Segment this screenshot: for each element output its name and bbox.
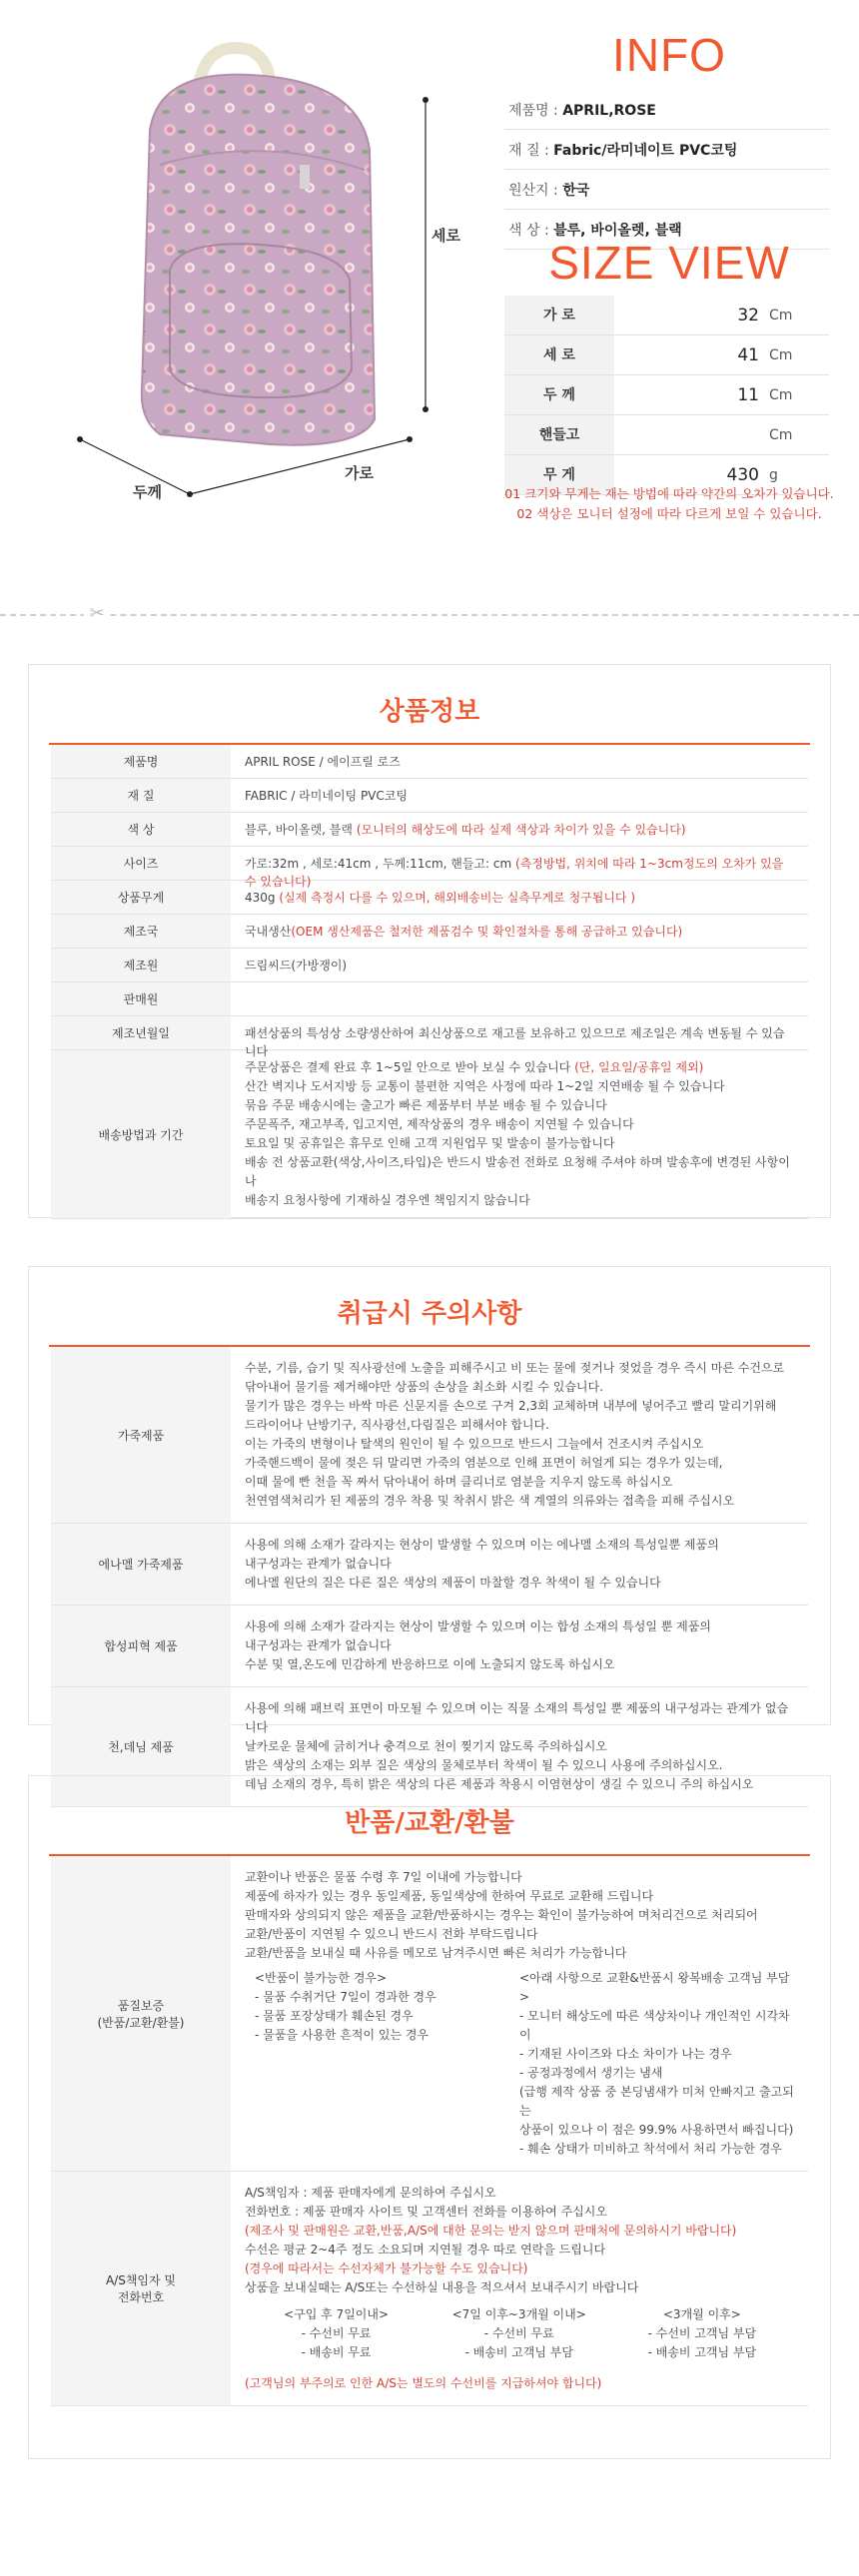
row-value — [231, 1606, 808, 1686]
as-cost-column — [245, 2305, 428, 2362]
row-value — [231, 1856, 808, 2171]
row-key: 품질보증 (반품/교환/환불) — [51, 1856, 231, 2171]
list-item: - 배송비 무료 — [301, 2345, 372, 2359]
list-item: - 훼손 상태가 미비하고 착석에서 처리 가능한 경우 — [519, 2142, 782, 2156]
size-note: 02 색상은 모니터 설정에 따라 다르게 보일 수 있습니다. — [516, 506, 822, 521]
text-line — [245, 2259, 794, 2278]
table-row — [51, 1524, 808, 1606]
row-value — [231, 1016, 808, 1058]
care-table — [51, 1347, 808, 1807]
line-note: (제조사 및 판매원은 교환,반품,A/S에 대한 문의는 받지 않으며 판매처에 문의하시기 바랍니다) — [245, 2224, 737, 2238]
table-row — [51, 1016, 808, 1058]
line-note: (단, 일요일/공휴일 제외) — [574, 1060, 704, 1074]
text-line: 사용에 의해 소재가 갈라지는 현상이 발생할 수 있으며 이는 에나멜 소재의 특성일뿐 제품의 — [245, 1538, 719, 1552]
info-row — [504, 132, 829, 170]
text-line — [245, 1134, 794, 1153]
size-unit: Cm — [769, 308, 793, 323]
value-note: (측정방법, 위치에 따라 1~3cm정도의 오차가 있을 수 있습니다) — [245, 857, 784, 889]
text-line: 판매자와 상의되지 않은 제품을 교환/반품하시는 경우는 확인이 불가능하여 며처리건으로 처리되어 — [245, 1908, 758, 1922]
row-value — [231, 915, 808, 948]
value-note: (실제 측정시 다를 수 있으며, 해외배송비는 실측무게로 청구됩니다 ) — [275, 891, 636, 905]
list-item: - 모니터 해상도에 따른 색상차이나 개인적인 시각차이 — [519, 2009, 790, 2042]
list-title: <구입 후 7일이내> — [284, 2307, 390, 2321]
size-note: 01 크기와 무게는 재는 방법에 따라 약간의 오차가 있습니다. — [504, 486, 834, 501]
text-line: 사용에 의해 소재가 갈라지는 현상이 발생할 수 있으며 이는 합성 소재의 특성일 뿐 제품의 — [245, 1619, 711, 1633]
text-line — [245, 1153, 794, 1191]
text-line: 천연염색처리가 된 제품의 경우 착용 및 착취시 밝은 색 계열의 의류와는 접촉을 피해 주십시오 — [245, 1494, 735, 1508]
width-label: 가로 — [345, 464, 374, 482]
text-line — [245, 1191, 794, 1210]
row-key: 사이즈 — [51, 847, 231, 880]
value-note: (모니터의 해상도에 따라 실제 색상과 차이가 있을 수 있습니다) — [353, 823, 686, 837]
text-line: 사용에 의해 패브릭 표면이 마모될 수 있으며 이는 직물 소재의 특성일 뿐 제품의 내구성과는 관계가 없습니다 — [245, 1701, 789, 1734]
info-row — [504, 92, 829, 130]
row-value — [231, 982, 808, 1015]
size-unit: Cm — [769, 427, 793, 443]
size-key: 가 로 — [504, 296, 614, 334]
info-key: 색 상 : — [508, 223, 554, 239]
row-value — [231, 847, 808, 889]
size-key: 두 께 — [504, 375, 614, 414]
value-text: 국내생산 — [245, 925, 292, 939]
text-line: 교환/반품이 지연될 수 있으니 반드시 전화 부탁드립니다 — [245, 1927, 538, 1941]
list-title: <3개월 이후> — [662, 2307, 741, 2321]
info-value: 블루, 바이올렛, 블랙 — [553, 223, 682, 239]
returns-section — [28, 1775, 831, 2459]
value-text: 블루, 바이올렛, 블랙 — [245, 823, 353, 837]
as-footnote: (고객님의 부주의로 인한 A/S는 별도의 수선비를 지급하셔야 합니다) — [245, 2376, 602, 2390]
text-line — [245, 1058, 794, 1077]
line-text: 배송지 요청사항에 기재하실 경우엔 책임지지 않습니다 — [245, 1193, 530, 1207]
info-title: INFO — [612, 29, 726, 81]
list-item: - 수선비 고객님 부담 — [647, 2326, 757, 2340]
size-view-title: SIZE VIEW — [548, 237, 790, 289]
row-key: 판매원 — [51, 982, 231, 1015]
text-line — [245, 1077, 794, 1096]
size-unit: g — [769, 467, 778, 483]
size-key: 핸들고 — [504, 415, 614, 454]
size-row — [504, 296, 829, 335]
product-info-table — [51, 745, 808, 1219]
size-row — [504, 415, 829, 455]
row-key: 제조년월일 — [51, 1016, 231, 1049]
table-row — [51, 915, 808, 949]
line-text: 토요일 및 공휴일은 휴무로 인해 고객 지원업무 및 발송이 불가능합니다 — [245, 1136, 615, 1150]
table-row — [51, 881, 808, 915]
as-cost-column — [428, 2305, 610, 2362]
text-line — [245, 2203, 794, 2222]
table-row — [51, 1606, 808, 1687]
row-key: 재 질 — [51, 779, 231, 812]
line-text: 전화번호 : 제품 판매자 사이트 및 고객센터 전화를 이용하여 주십시오 — [245, 2205, 607, 2219]
text-line: 에나멜 원단의 질은 다른 질은 색상의 제품이 마찰할 경우 착색이 될 수 있습니다 — [245, 1576, 661, 1590]
list-item: 상품이 있으나 이 점은 99.9% 사용하면서 빠집니다) — [519, 2123, 794, 2137]
text-line: 닦아내어 물기를 제거해야만 상품의 손상을 최소화 시킬 수 있습니다. — [245, 1380, 603, 1394]
size-notes — [489, 484, 849, 524]
info-key: 제품명 : — [508, 103, 563, 119]
value-text: 가로:32m , 세로:41cm , 두께:11cm, 핸들고: cm — [245, 857, 512, 871]
value-text: 드림씨드(가방쟁이) — [245, 959, 348, 972]
text-line: 내구성과는 관계가 없습니다 — [245, 1638, 392, 1652]
text-line: 밝은 색상의 소재는 외부 질은 색상의 물체로부터 착색이 될 수 있으니 사용에 주의하십시오. — [245, 1758, 723, 1772]
row-key: 색 상 — [51, 813, 231, 846]
text-line: 수분, 기름, 습기 및 직사광선에 노출을 피해주시고 비 또는 물에 젖거나 젖었을 경우 즉시 마른 수건으로 — [245, 1361, 785, 1375]
text-line: 데님 소재의 경우, 특히 밝은 색상의 다른 제품과 착용시 이염현상이 생길 수 있으니 주의 하십시오 — [245, 1777, 754, 1791]
dashed-divider — [0, 614, 859, 616]
size-key: 무 게 — [504, 455, 614, 494]
table-row — [51, 779, 808, 813]
text-line — [245, 2278, 794, 2297]
list-item: - 공정과정에서 생기는 냄새 — [519, 2066, 663, 2080]
value-text: 430g — [245, 891, 276, 905]
line-text: 상품을 보내실때는 A/S또는 수선하실 내용을 적으셔서 보내주시기 바랍니다 — [245, 2280, 639, 2294]
line-note: (경우에 따라서는 수선자체가 불가능할 수도 있습니다) — [245, 2261, 528, 2275]
info-value: APRIL,ROSE — [562, 103, 656, 119]
text-line — [245, 2222, 794, 2241]
height-label: 세로 — [431, 227, 460, 245]
row-key: 제품명 — [51, 745, 231, 778]
value-text: 패션상품의 특성상 소량생산하여 최신상품으로 재고를 보유하고 있으므로 제조일은 계속 변동될 수 있습니다 — [245, 1026, 785, 1058]
row-key: 배송방법과 기간 — [51, 1050, 231, 1218]
text-line: 교환/반품을 보내실 때 사유를 메모로 남겨주시면 빠른 처리가 가능합니다 — [245, 1946, 627, 1960]
info-key: 원산지 : — [508, 183, 563, 199]
row-value — [231, 949, 808, 981]
text-line — [245, 2184, 794, 2203]
value-text: APRIL ROSE / 에이프릴 로즈 — [245, 755, 401, 769]
row-value — [231, 779, 808, 812]
row-value — [231, 881, 808, 914]
value-note: (OEM 생산제품은 철저한 제품검수 및 확인절차를 통해 공급하고 있습니다) — [291, 925, 683, 939]
table-row — [51, 1347, 808, 1524]
text-line: 가죽핸드백이 물에 젖은 뒤 말리면 가죽의 염분으로 인해 표면이 허얼게 되는 경우가 있는데, — [245, 1456, 723, 1470]
depth-label: 두께 — [133, 483, 162, 501]
as-cost-column — [610, 2305, 793, 2362]
row-value — [231, 1347, 808, 1523]
section-title: 취급시 주의사항 — [337, 1299, 522, 1329]
text-line: 이는 가죽의 변형이나 탈색의 원인이 될 수 있으므로 반드시 그늘에서 건조시켜 주십시오 — [245, 1437, 704, 1451]
text-line — [245, 2241, 794, 2259]
dimension-lines — [60, 80, 479, 509]
line-text: 산간 벽지나 도서지방 등 교통이 불편한 지역은 사정에 따라 1~2일 지연배송 될 수 있습니다 — [245, 1079, 725, 1093]
as-cost-columns — [245, 2305, 794, 2362]
customer-paid-list — [519, 1969, 794, 2159]
care-section — [28, 1266, 831, 1791]
text-line — [245, 1115, 794, 1134]
text-line: 날카로운 물체에 긁히거나 충격으로 천이 찢기지 않도록 주의하십시오 — [245, 1739, 607, 1753]
product-overview — [0, 0, 859, 559]
info-key: 재 질 : — [508, 143, 554, 159]
line-text: 수선은 평균 2~4주 정도 소요되며 지연될 경우 따로 연락을 드립니다 — [245, 2243, 606, 2256]
size-key: 세 로 — [504, 335, 614, 374]
list-item: - 물품 수취거단 7일이 경과한 경우 — [255, 1990, 436, 2004]
size-value: 32 — [737, 306, 759, 325]
row-value — [231, 1524, 808, 1605]
text-line: 제품에 하자가 있는 경우 동일제품, 동일색상에 한하여 무료로 교환해 드립니다 — [245, 1889, 654, 1903]
info-value: 한국 — [562, 183, 590, 199]
row-key: 천,데님 제품 — [51, 1687, 231, 1806]
info-value: Fabric/라미네이트 PVC코팅 — [553, 143, 738, 159]
row-value — [231, 813, 808, 846]
section-title: 상품정보 — [379, 697, 480, 727]
list-item: - 물품 포장상태가 훼손된 경우 — [255, 2009, 414, 2023]
table-row — [51, 949, 808, 982]
line-text: 묶음 주문 배송시에는 출고가 빠른 제품부터 부분 배송 될 수 있습니다 — [245, 1098, 607, 1112]
line-text: 주문상품은 결제 완료 후 1~5일 안으로 받아 보실 수 있습니다 — [245, 1060, 575, 1074]
table-row — [51, 847, 808, 889]
row-key: 합성피혁 제품 — [51, 1606, 231, 1686]
list-title: <반품이 불가능한 경우> — [255, 1971, 388, 1985]
text-line: 교환이나 반품은 물품 수령 후 7일 이내에 가능합니다 — [245, 1870, 522, 1884]
value-text: FABRIC / 라미네이팅 PVC코팅 — [245, 789, 408, 803]
info-row — [504, 172, 829, 210]
list-item: - 물품을 사용한 흔적이 있는 경우 — [255, 2028, 430, 2042]
size-unit: Cm — [769, 387, 793, 403]
table-row — [51, 1856, 808, 2172]
row-key: 제조국 — [51, 915, 231, 948]
text-line: 이때 물에 빤 천을 꼭 짜서 닦아내어 하며 클리너로 염분을 지우지 않도록 하십시오 — [245, 1475, 673, 1489]
row-key: 에나멜 가죽제품 — [51, 1524, 231, 1605]
table-row — [51, 982, 808, 1016]
table-row — [51, 813, 808, 847]
list-title: <7일 이후~3개월 이내> — [451, 2307, 586, 2321]
line-text: 배송 전 상품교환(색상,사이즈,타입)은 반드시 발송전 전화로 요청해 주셔야 하며 발송후에 변경된 사항이나 — [245, 1155, 790, 1188]
table-row — [51, 2172, 808, 2406]
size-row — [504, 375, 829, 415]
row-key: A/S책임자 및 전화번호 — [51, 2172, 231, 2405]
table-row — [51, 745, 808, 779]
table-row — [51, 1050, 808, 1219]
text-line: 수분 및 열,온도에 민감하게 반응하므로 이에 노출되지 않도록 하십시오 — [245, 1657, 615, 1671]
warranty-columns — [245, 1969, 794, 2159]
scissors-icon: ✂ — [84, 602, 110, 626]
size-value: 11 — [737, 385, 759, 405]
list-item: - 배송비 고객님 부담 — [647, 2345, 757, 2359]
list-item: - 수선비 무료 — [483, 2326, 554, 2340]
size-value: 41 — [737, 345, 759, 365]
non-returnable-list — [245, 1969, 519, 2159]
row-key: 상품무게 — [51, 881, 231, 914]
row-key: 가죽제품 — [51, 1347, 231, 1523]
list-item: - 배송비 고객님 부담 — [464, 2345, 573, 2359]
line-text: 주문폭주, 재고부족, 입고지연, 제작상품의 경우 배송이 지연될 수 있습니다 — [245, 1117, 634, 1131]
list-item: (급행 제작 상품 중 본딩냄새가 미처 안빠지고 출고되는 — [519, 2085, 794, 2118]
section-title: 반품/교환/환불 — [345, 1808, 514, 1838]
line-text: A/S책임자 : 제품 판매자에게 문의하여 주십시오 — [245, 2186, 496, 2200]
list-item: - 기재된 사이즈와 다소 차이가 나는 경우 — [519, 2047, 732, 2061]
size-value: 430 — [726, 465, 759, 485]
size-unit: Cm — [769, 347, 793, 363]
text-line — [245, 1096, 794, 1115]
returns-table — [51, 1856, 808, 2406]
list-title: <아래 사항으로 교환&반품시 왕복배송 고객님 부담> — [519, 1971, 790, 2004]
row-value — [231, 745, 808, 778]
list-item: - 수선비 무료 — [301, 2326, 372, 2340]
text-line: 내구성과는 관계가 없습니다 — [245, 1557, 392, 1571]
text-line: 물기가 많은 경우는 바싹 마른 신문지를 손으로 구겨 2,3회 교체하며 내부에 넣어주고 빨리 말리기위해 — [245, 1399, 777, 1413]
row-value — [231, 2172, 808, 2405]
size-row — [504, 335, 829, 375]
row-value — [231, 1050, 808, 1218]
text-line: 드라이어나 난방기구, 직사광선,다림질은 피해서야 합니다. — [245, 1418, 549, 1432]
product-info-section — [28, 664, 831, 1218]
row-key: 제조원 — [51, 949, 231, 981]
